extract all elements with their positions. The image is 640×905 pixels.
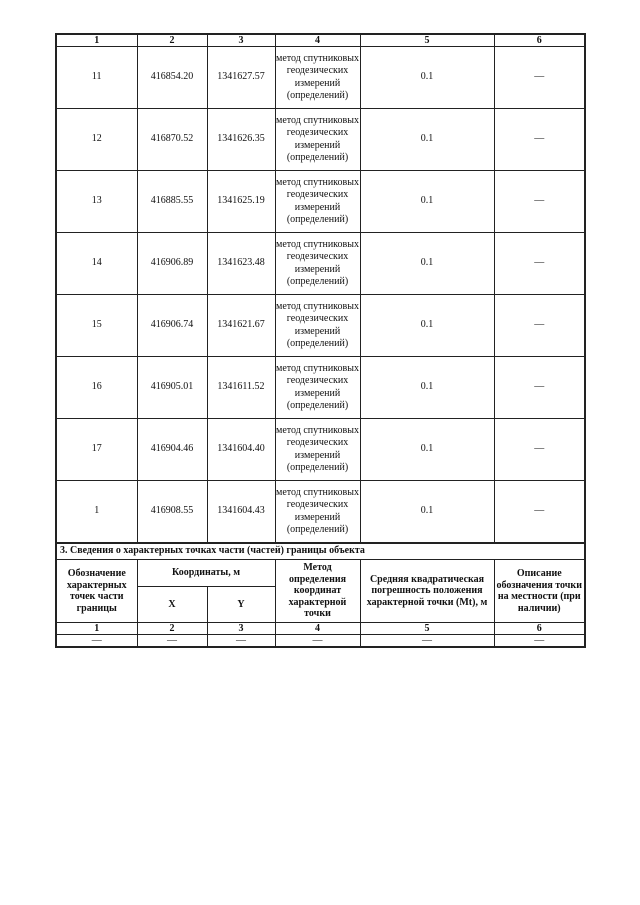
error-cell: 0.1: [360, 419, 494, 481]
description-cell: —: [494, 295, 585, 357]
section-title: 3. Сведения о характерных точках части (частей) границы объекта: [56, 543, 585, 560]
x-coordinate-cell: 416870.52: [137, 109, 207, 171]
x-coordinate-cell: 416905.01: [137, 357, 207, 419]
column-number: 6: [494, 623, 585, 635]
error-cell: 0.1: [360, 357, 494, 419]
method-cell: метод спутниковых геодезических измерений (определений): [275, 47, 360, 109]
point-number-cell: 11: [56, 47, 137, 109]
description-cell: —: [494, 357, 585, 419]
table-cell: —: [137, 635, 207, 648]
table-row: [56, 357, 585, 419]
column-number-row: [56, 34, 585, 47]
error-cell: 0.1: [360, 109, 494, 171]
section-3-empty-row: [56, 635, 585, 648]
x-coordinate-cell: 416904.46: [137, 419, 207, 481]
description-cell: —: [494, 233, 585, 295]
header-method: Метод определения координат характерной точки: [275, 560, 360, 623]
header-coordinates: Координаты, м: [137, 560, 275, 587]
method-cell: метод спутниковых геодезических измерений (определений): [275, 171, 360, 233]
boundary-points-table: [55, 33, 586, 648]
x-coordinate-cell: 416906.74: [137, 295, 207, 357]
y-coordinate-cell: 1341611.52: [207, 357, 275, 419]
point-number-cell: 16: [56, 357, 137, 419]
point-number-cell: 14: [56, 233, 137, 295]
error-cell: 0.1: [360, 171, 494, 233]
table-cell: —: [207, 635, 275, 648]
column-number: 5: [360, 623, 494, 635]
column-number: 5: [360, 34, 494, 47]
column-number: 1: [56, 34, 137, 47]
method-cell: метод спутниковых геодезических измерений (определений): [275, 109, 360, 171]
table-row: [56, 233, 585, 295]
table-row: [56, 171, 585, 233]
error-cell: 0.1: [360, 481, 494, 544]
description-cell: —: [494, 419, 585, 481]
table-cell: —: [56, 635, 137, 648]
point-number-cell: 15: [56, 295, 137, 357]
x-coordinate-cell: 416908.55: [137, 481, 207, 544]
method-cell: метод спутниковых геодезических измерений (определений): [275, 357, 360, 419]
column-number: 3: [207, 34, 275, 47]
description-cell: —: [494, 481, 585, 544]
description-cell: —: [494, 47, 585, 109]
section-3-header-row: [56, 560, 585, 587]
document-page: [55, 33, 584, 648]
table-row: [56, 419, 585, 481]
point-number-cell: 1: [56, 481, 137, 544]
column-number: 4: [275, 34, 360, 47]
header-error: Средняя квадратическая погрешность положения характерной точки (Mt), м: [360, 560, 494, 623]
error-cell: 0.1: [360, 295, 494, 357]
error-cell: 0.1: [360, 233, 494, 295]
error-cell: 0.1: [360, 47, 494, 109]
y-coordinate-cell: 1341604.40: [207, 419, 275, 481]
table-cell: —: [275, 635, 360, 648]
point-number-cell: 17: [56, 419, 137, 481]
point-number-cell: 13: [56, 171, 137, 233]
table-row: [56, 481, 585, 544]
y-coordinate-cell: 1341604.43: [207, 481, 275, 544]
method-cell: метод спутниковых геодезических измерений (определений): [275, 481, 360, 544]
table-cell: —: [360, 635, 494, 648]
header-designation: Обозначение характерных точек части границы: [56, 560, 137, 623]
x-coordinate-cell: 416854.20: [137, 47, 207, 109]
header-x: X: [137, 587, 207, 623]
column-number: 2: [137, 623, 207, 635]
column-number: 6: [494, 34, 585, 47]
column-number: 1: [56, 623, 137, 635]
point-number-cell: 12: [56, 109, 137, 171]
table-cell: —: [494, 635, 585, 648]
table-row: [56, 109, 585, 171]
header-y: Y: [207, 587, 275, 623]
section-3-title-row: [56, 543, 585, 560]
table-row: [56, 47, 585, 109]
y-coordinate-cell: 1341626.35: [207, 109, 275, 171]
table-row: [56, 295, 585, 357]
y-coordinate-cell: 1341627.57: [207, 47, 275, 109]
description-cell: —: [494, 109, 585, 171]
method-cell: метод спутниковых геодезических измерений (определений): [275, 233, 360, 295]
column-number: 3: [207, 623, 275, 635]
y-coordinate-cell: 1341621.67: [207, 295, 275, 357]
x-coordinate-cell: 416885.55: [137, 171, 207, 233]
header-description: Описание обозначения точки на местности (при наличии): [494, 560, 585, 623]
section-3-number-row: [56, 623, 585, 635]
description-cell: —: [494, 171, 585, 233]
method-cell: метод спутниковых геодезических измерений (определений): [275, 419, 360, 481]
x-coordinate-cell: 416906.89: [137, 233, 207, 295]
method-cell: метод спутниковых геодезических измерений (определений): [275, 295, 360, 357]
y-coordinate-cell: 1341625.19: [207, 171, 275, 233]
column-number: 4: [275, 623, 360, 635]
column-number: 2: [137, 34, 207, 47]
y-coordinate-cell: 1341623.48: [207, 233, 275, 295]
